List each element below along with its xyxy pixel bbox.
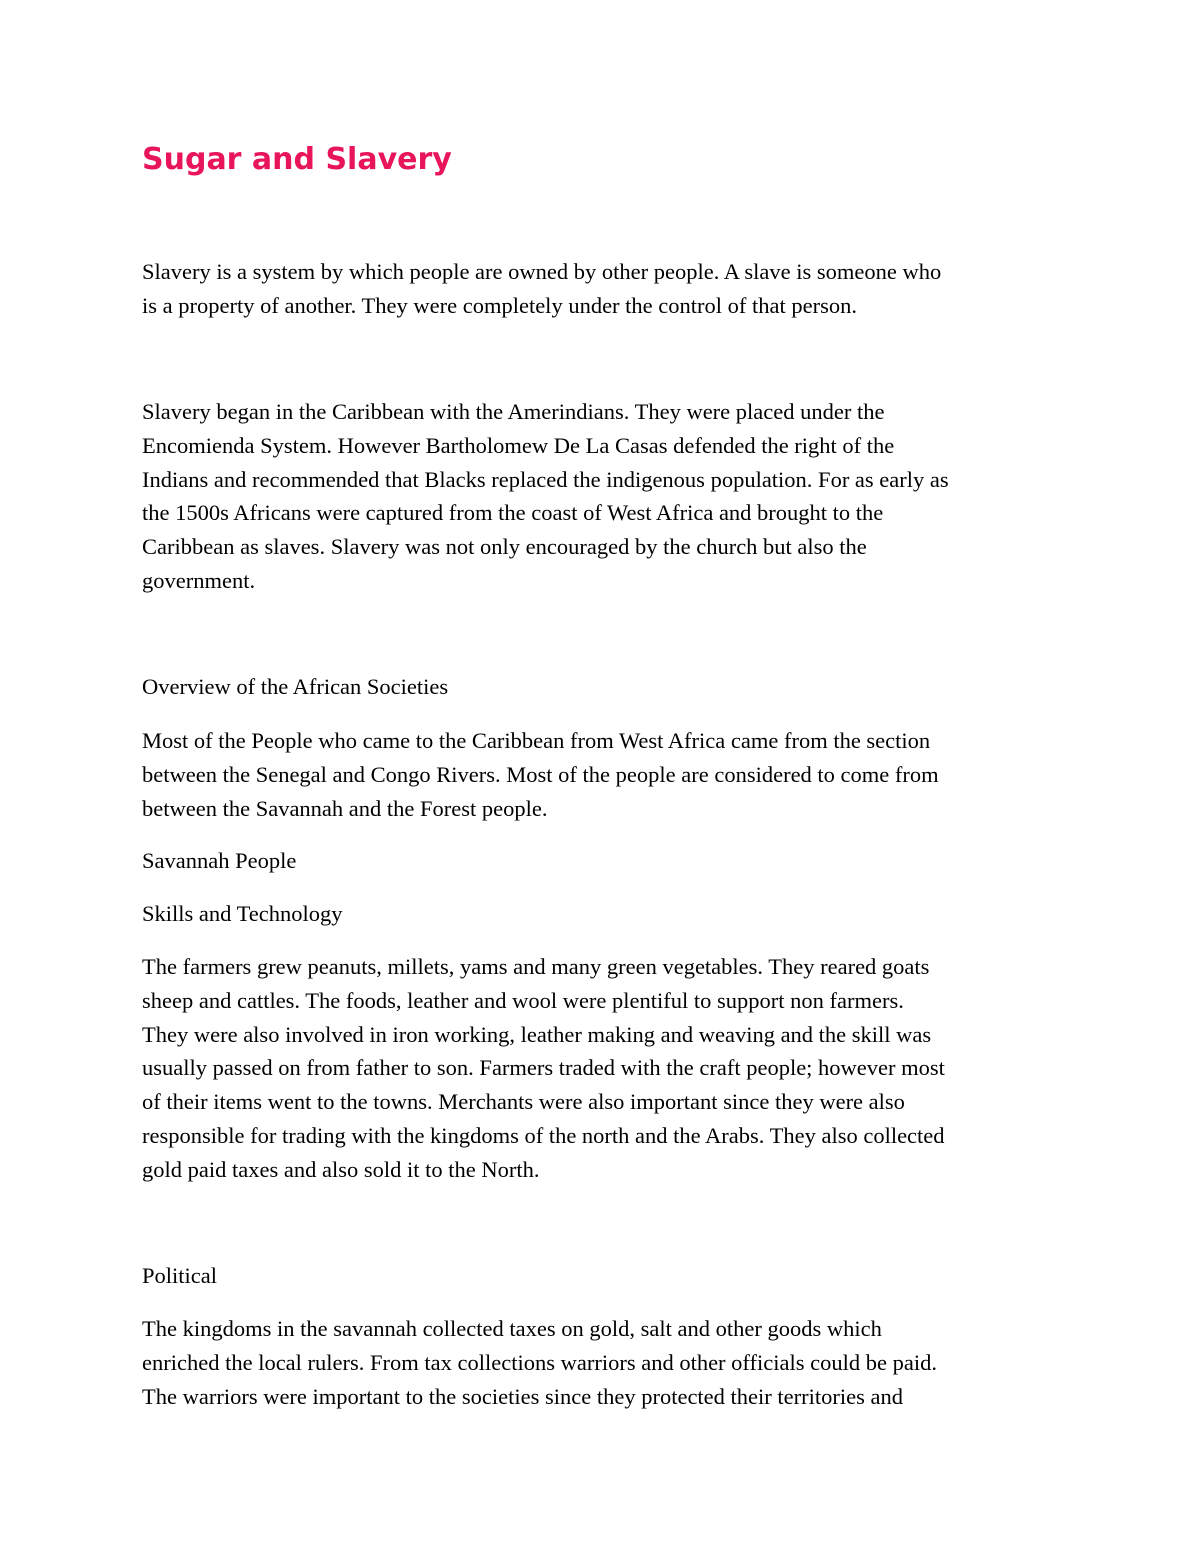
text-line: The kingdoms in the savannah collected taxes on gold, salt and other goods which [142,1316,882,1341]
text-line: gold paid taxes and also sold it to the North. [142,1156,540,1182]
text-line: Encomienda System. However Bartholomew De La Casas defended the right of the [142,432,895,458]
text-line: The farmers grew peanuts, millets, yams and many green vegetables. They reared goats [142,954,930,979]
text-line: enriched the local rulers. From tax collections warriors and other officials could be paid. [142,1349,937,1375]
heading-skills-technology [142,897,1082,931]
heading-political [142,1259,1082,1293]
text-line: Slavery is a system by which people are owned by other people. A slave is someone who [142,259,942,284]
paragraph-skills [142,950,1082,1187]
text-line: of their items went to the towns. Merchants were also important since they were also [142,1089,905,1115]
paragraph-african-origins [142,724,1082,825]
text-line: the 1500s Africans were captured from the coast of West Africa and brought to the [142,500,884,526]
paragraph-political [142,1312,1082,1413]
text-line: sheep and cattles. The foods, leather and wool were plentiful to support non farmers. [142,987,904,1013]
text-line: Overview of the African Societies [142,674,449,699]
text-line: Slavery began in the Caribbean with the Amerindians. They were placed under the [142,399,885,424]
text-line: The warriors were important to the societies since they protected their territories and [142,1383,903,1409]
text-line: Savannah People [142,848,297,873]
text-line: between the Savannah and the Forest people. [142,795,548,821]
text-line: Caribbean as slaves. Slavery was not only encouraged by the church but also the [142,534,867,560]
paragraph-slavery-origins [142,395,1082,598]
text-line: They were also involved in iron working, leather making and weaving and the skill was [142,1021,932,1047]
text-line: government. [142,567,256,593]
text-line: responsible for trading with the kingdoms of the north and the Arabs. They also collected [142,1122,945,1148]
text-line: Indians and recommended that Blacks replaced the indigenous population. For as early as [142,466,949,492]
document-title: Sugar and Slavery [142,142,452,177]
paragraph-slavery-definition [142,255,1082,323]
text-line: is a property of another. They were completely under the control of that person. [142,292,857,318]
text-line: usually passed on from father to son. Farmers traded with the craft people; however most [142,1055,945,1081]
heading-african-societies [142,670,1082,704]
heading-savannah-people [142,844,1082,878]
text-line: Political [142,1263,217,1288]
text-line: Skills and Technology [142,901,343,926]
text-line: Most of the People who came to the Caribbean from West Africa came from the section [142,728,931,753]
text-line: between the Senegal and Congo Rivers. Most of the people are considered to come from [142,761,939,787]
